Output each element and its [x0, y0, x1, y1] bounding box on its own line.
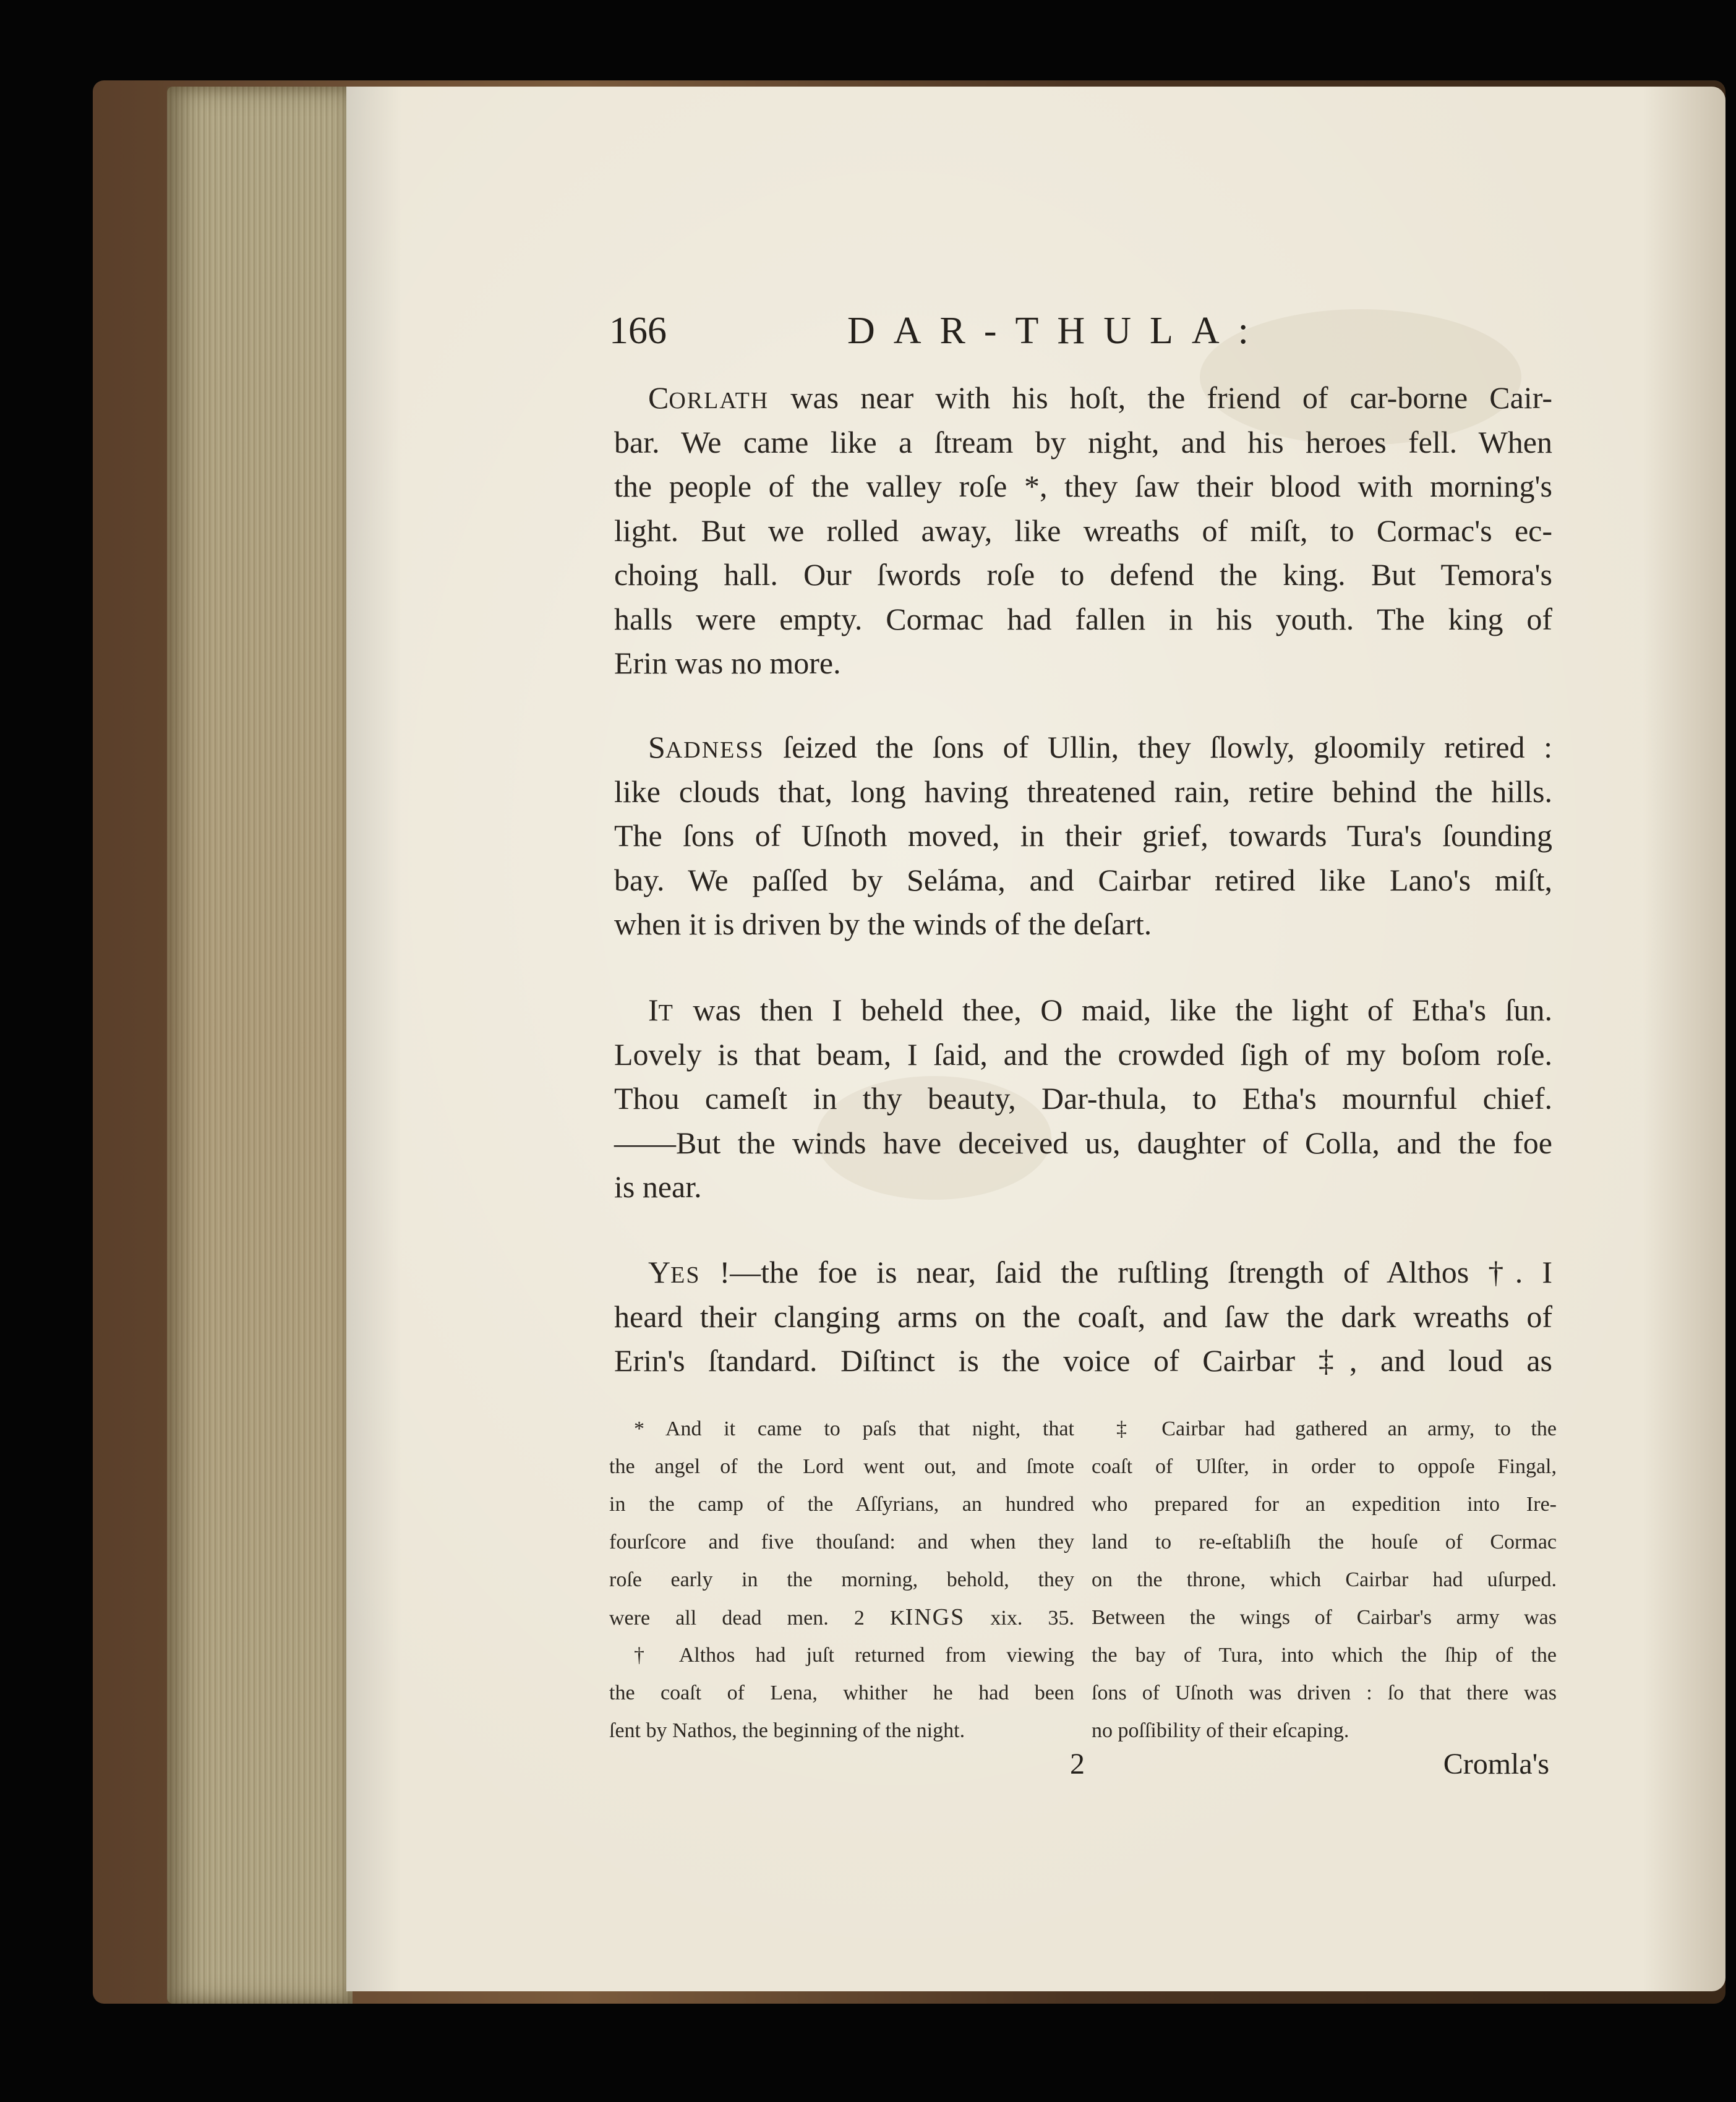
text-line: Thou cameſt in thy beauty, Dar-thula, to Etha's mournful chief.: [614, 1081, 1552, 1116]
paragraph: [614, 725, 1552, 947]
text-line: the people of the valley roſe *, they ſaw their blood with morning's: [614, 469, 1552, 503]
footnote-line: ſent by Nathos, the beginning of the night.: [609, 1719, 965, 1742]
footnote-line: fourſcore and five thouſand: and when they: [609, 1531, 1074, 1553]
text-line: when it is driven by the winds of the deſart.: [614, 907, 1152, 941]
text-line: like clouds that, long having threatened rain, retire behind the hills.: [614, 774, 1552, 809]
footnotes-left-column: [609, 1410, 1074, 1750]
footnote-line: the bay of Tura, into which the ſhip of the: [1092, 1644, 1557, 1667]
text-line: YES !—the foe is near, ſaid the ruſtling ſtrength of Althos †. I: [648, 1255, 1552, 1289]
footnote-line: * And it came to paſs that night, that: [634, 1417, 1074, 1440]
paragraph: [614, 1250, 1552, 1383]
footnotes-right-column: [1092, 1410, 1557, 1750]
text-line: light. But we rolled away, like wreaths of miſt, to Cormac's ec-: [614, 513, 1552, 548]
footnote-line: ſons of Uſnoth was driven : ſo that there was: [1092, 1681, 1557, 1704]
footnote-line: no poſſibility of their eſcaping.: [1092, 1719, 1349, 1742]
text-line: bar. We came like a ſtream by night, and his heroes fell. When: [614, 424, 1552, 459]
text-line: heard their clanging arms on the coaſt, and ſaw the dark wreaths of: [614, 1299, 1552, 1334]
page-number: 166: [609, 310, 667, 352]
footnote-line: land to re-eſtabliſh the houſe of Cormac: [1092, 1531, 1557, 1553]
footnote-line: roſe early in the morning, behold, they: [609, 1568, 1074, 1591]
text-line: Erin was no more.: [614, 646, 841, 680]
footnote-line: the angel of the Lord went out, and ſmote: [609, 1455, 1074, 1478]
page-footer: [609, 1747, 1549, 1790]
footnote-line: the coaſt of Lena, whither he had been: [609, 1681, 1074, 1704]
footnote-line: who prepared for an expedition into Ire-: [1092, 1493, 1557, 1516]
text-line: halls were empty. Cormac had fallen in his youth. The king of: [614, 601, 1552, 636]
text-line: ——But the winds have deceived us, daughter of Colla, and the foe: [614, 1125, 1552, 1160]
text-line: CORLATH was near with his hoſt, the friend of car-borne Cair-: [648, 380, 1552, 415]
catchword: Cromla's: [1443, 1748, 1549, 1780]
footnote-line: † Althos had juſt returned from viewing: [634, 1644, 1074, 1667]
text-line: bay. We paſſed by Seláma, and Cairbar retired like Lano's miſt,: [614, 862, 1552, 897]
paragraph: [614, 988, 1552, 1210]
running-head: DAR-THULA:: [847, 310, 1267, 352]
text-line: choing hall. Our ſwords roſe to defend the king. But Temora's: [614, 557, 1552, 592]
page-fore-edge: [167, 87, 353, 2004]
footnote-line: coaſt of Ulſter, in order to oppoſe Fingal,: [1092, 1455, 1557, 1478]
footnote-line: were all dead men. 2 KINGS xix. 35.: [609, 1604, 1074, 1630]
footnote-line: in the camp of the Aſſyrians, an hundred: [609, 1493, 1074, 1516]
text-line: Erin's ſtandard. Diſtinct is the voice of Cairbar ‡, and loud as: [614, 1343, 1552, 1378]
page-header: [609, 309, 1549, 365]
footnote-line: Between the wings of Cairbar's army was: [1092, 1606, 1557, 1629]
text-line: is near.: [614, 1169, 702, 1204]
text-line: The ſons of Uſnoth moved, in their grief, towards Tura's ſounding: [614, 818, 1552, 853]
text-line: SADNESS ſeized the ſons of Ullin, they ſlowly, gloomily retired :: [648, 730, 1552, 764]
text-line: IT was then I beheld thee, O maid, like the light of Etha's ſun.: [648, 993, 1552, 1027]
signature-mark: 2: [1070, 1748, 1085, 1780]
paragraph: [614, 376, 1552, 686]
footnote-line: on the throne, which Cairbar had uſurped.: [1092, 1568, 1557, 1591]
footnote-line: ‡ Cairbar had gathered an army, to the: [1116, 1417, 1557, 1440]
text-line: Lovely is that beam, I ſaid, and the crowded ſigh of my boſom roſe.: [614, 1036, 1552, 1072]
